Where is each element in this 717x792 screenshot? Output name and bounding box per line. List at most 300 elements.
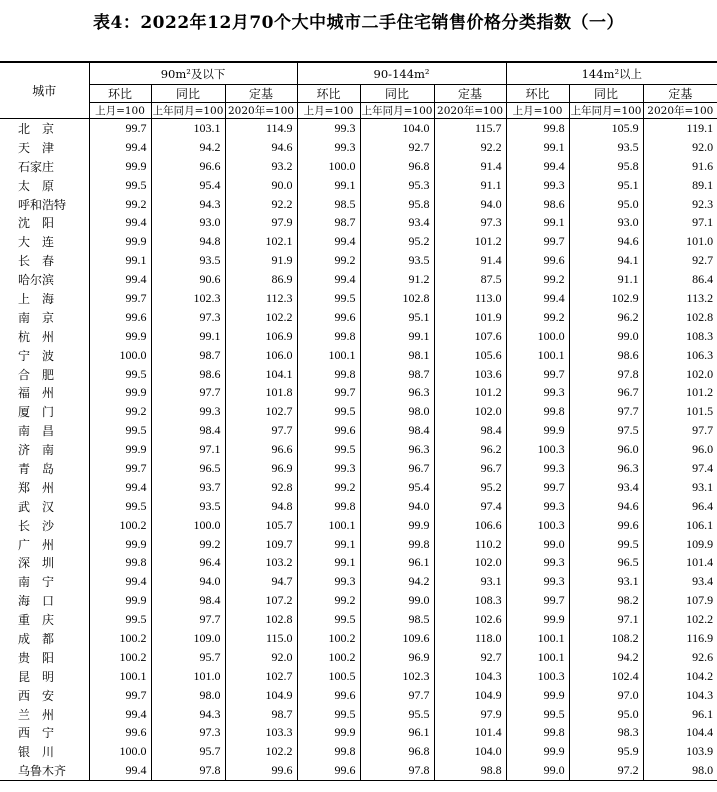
index-value: 92.6: [643, 648, 717, 667]
index-value: 101.9: [434, 308, 506, 327]
index-value: 99.5: [297, 705, 360, 724]
price-index-table: [0, 62, 717, 781]
index-value: 119.1: [643, 119, 717, 138]
index-value: 92.7: [434, 648, 506, 667]
city-name: 广 州: [18, 537, 55, 552]
index-value: 96.0: [569, 440, 643, 459]
index-value: 99.6: [297, 686, 360, 705]
table-row: [0, 553, 717, 572]
table-row: [0, 327, 717, 346]
index-value: 101.2: [434, 232, 506, 251]
base-header: 上年同月=100: [151, 103, 225, 119]
index-value: 95.3: [360, 176, 434, 195]
index-value: 99.5: [89, 365, 151, 384]
index-value: 97.4: [643, 459, 717, 478]
index-value: 104.4: [643, 724, 717, 743]
index-value: 99.5: [569, 535, 643, 554]
index-value: 86.4: [643, 270, 717, 289]
index-value: 98.5: [360, 610, 434, 629]
index-value: 97.1: [569, 610, 643, 629]
index-value: 98.6: [151, 365, 225, 384]
index-value: 99.2: [506, 270, 569, 289]
index-value: 99.8: [297, 365, 360, 384]
index-value: 93.1: [434, 572, 506, 591]
index-value: 99.4: [89, 213, 151, 232]
index-value: 100.0: [297, 157, 360, 176]
city-name: 西 安: [18, 688, 55, 703]
index-value: 99.9: [89, 327, 151, 346]
index-value: 99.1: [89, 251, 151, 270]
table-row: [0, 383, 717, 402]
index-value: 99.3: [506, 176, 569, 195]
index-value: 97.7: [360, 686, 434, 705]
base-header: 2020年=100: [434, 103, 506, 119]
index-value: 108.3: [434, 591, 506, 610]
index-value: 98.6: [569, 346, 643, 365]
index-value: 97.5: [569, 421, 643, 440]
index-value: 96.3: [360, 383, 434, 402]
index-value: 99.9: [506, 421, 569, 440]
metric-header: 环比: [297, 85, 360, 103]
index-value: 93.4: [360, 213, 434, 232]
index-value: 97.2: [569, 761, 643, 780]
index-value: 99.7: [506, 232, 569, 251]
index-value: 99.2: [297, 591, 360, 610]
index-value: 92.2: [225, 195, 297, 214]
index-value: 99.7: [506, 365, 569, 384]
index-value: 108.2: [569, 629, 643, 648]
index-value: 97.3: [151, 724, 225, 743]
index-value: 98.0: [360, 402, 434, 421]
index-value: 99.4: [89, 705, 151, 724]
index-value: 99.6: [89, 724, 151, 743]
index-value: 94.0: [151, 572, 225, 591]
index-value: 99.9: [89, 591, 151, 610]
index-value: 101.0: [151, 667, 225, 686]
index-value: 97.8: [360, 761, 434, 780]
base-header: 上月=100: [297, 103, 360, 119]
index-value: 99.1: [506, 213, 569, 232]
index-value: 91.6: [643, 157, 717, 176]
index-value: 109.0: [151, 629, 225, 648]
table-row: [0, 610, 717, 629]
index-value: 94.3: [151, 705, 225, 724]
index-value: 99.4: [89, 761, 151, 780]
table-row: [0, 572, 717, 591]
index-value: 96.0: [643, 440, 717, 459]
city-name: 南 昌: [18, 424, 55, 439]
index-value: 99.9: [89, 157, 151, 176]
index-value: 96.7: [434, 459, 506, 478]
index-value: 101.2: [434, 383, 506, 402]
index-value: 99.8: [297, 497, 360, 516]
table-row: [0, 667, 717, 686]
city-name: 贵 阳: [18, 650, 55, 665]
table-row: [0, 686, 717, 705]
index-value: 99.4: [297, 270, 360, 289]
index-value: 92.7: [360, 138, 434, 157]
index-value: 96.8: [360, 157, 434, 176]
index-value: 99.3: [151, 402, 225, 421]
index-value: 95.1: [360, 308, 434, 327]
page-title: 表4：2022年12月70个大中城市二手住宅销售价格分类指数（一）: [93, 13, 624, 33]
index-value: 102.8: [643, 308, 717, 327]
city-name: 郑 州: [18, 480, 55, 495]
city-name: 青 岛: [18, 461, 55, 476]
table-row: [0, 535, 717, 554]
metric-header: 定基: [643, 85, 717, 103]
table-row: [0, 251, 717, 270]
index-value: 118.0: [434, 629, 506, 648]
index-value: 97.7: [569, 402, 643, 421]
index-value: 99.7: [89, 459, 151, 478]
metric-header: 定基: [225, 85, 297, 103]
index-value: 99.8: [506, 724, 569, 743]
index-value: 99.1: [360, 327, 434, 346]
index-value: 99.6: [89, 308, 151, 327]
index-value: 99.8: [506, 402, 569, 421]
index-value: 110.2: [434, 535, 506, 554]
index-value: 97.9: [434, 705, 506, 724]
index-value: 99.7: [506, 591, 569, 610]
city-name: 呼和浩特: [18, 197, 67, 212]
index-value: 104.3: [434, 667, 506, 686]
index-value: 98.7: [151, 346, 225, 365]
index-value: 104.9: [225, 686, 297, 705]
table-row: [0, 232, 717, 251]
index-value: 96.2: [434, 440, 506, 459]
index-value: 102.0: [643, 365, 717, 384]
index-value: 92.3: [643, 195, 717, 214]
index-value: 94.8: [225, 497, 297, 516]
index-value: 96.1: [643, 705, 717, 724]
index-value: 97.7: [225, 421, 297, 440]
index-value: 115.0: [225, 629, 297, 648]
index-value: 98.7: [297, 213, 360, 232]
index-value: 100.2: [89, 516, 151, 535]
index-value: 99.2: [151, 535, 225, 554]
index-value: 104.3: [643, 686, 717, 705]
index-value: 102.2: [225, 308, 297, 327]
index-value: 98.6: [506, 195, 569, 214]
city-name: 福 州: [18, 386, 55, 401]
index-value: 102.2: [643, 610, 717, 629]
index-value: 99.1: [151, 327, 225, 346]
index-value: 101.8: [225, 383, 297, 402]
table-row: [0, 157, 717, 176]
index-value: 99.9: [360, 516, 434, 535]
city-name: 大 连: [18, 235, 55, 250]
table-row: [0, 289, 717, 308]
index-value: 96.7: [569, 383, 643, 402]
index-value: 99.1: [506, 138, 569, 157]
index-value: 112.3: [225, 289, 297, 308]
city-name: 重 庆: [18, 613, 55, 628]
index-value: 96.4: [151, 553, 225, 572]
index-value: 106.9: [225, 327, 297, 346]
index-value: 97.8: [151, 761, 225, 780]
index-value: 91.1: [569, 270, 643, 289]
index-value: 100.0: [89, 346, 151, 365]
table-row: [0, 478, 717, 497]
index-value: 99.3: [506, 572, 569, 591]
index-value: 99.5: [89, 497, 151, 516]
metric-header: 同比: [360, 85, 434, 103]
metric-header: 同比: [569, 85, 643, 103]
index-value: 100.2: [89, 629, 151, 648]
index-value: 99.6: [569, 516, 643, 535]
index-value: 105.9: [569, 119, 643, 138]
index-value: 95.7: [151, 648, 225, 667]
index-value: 102.7: [225, 667, 297, 686]
table-row: [0, 346, 717, 365]
table-row: [0, 629, 717, 648]
index-value: 101.0: [643, 232, 717, 251]
index-value: 98.1: [360, 346, 434, 365]
index-value: 99.4: [89, 138, 151, 157]
index-value: 98.5: [297, 195, 360, 214]
base-header: 上月=100: [506, 103, 569, 119]
index-value: 94.2: [151, 138, 225, 157]
index-value: 98.8: [434, 761, 506, 780]
index-value: 101.4: [434, 724, 506, 743]
index-value: 104.1: [225, 365, 297, 384]
index-value: 100.2: [89, 648, 151, 667]
index-value: 95.0: [569, 195, 643, 214]
index-value: 109.7: [225, 535, 297, 554]
index-value: 103.1: [151, 119, 225, 138]
table-row: [0, 724, 717, 743]
index-value: 96.6: [151, 157, 225, 176]
index-value: 97.0: [569, 686, 643, 705]
index-value: 99.6: [297, 761, 360, 780]
index-value: 99.9: [89, 383, 151, 402]
index-value: 97.3: [151, 308, 225, 327]
index-value: 99.4: [506, 289, 569, 308]
index-value: 91.2: [360, 270, 434, 289]
index-value: 99.9: [506, 742, 569, 761]
index-value: 95.2: [360, 232, 434, 251]
index-value: 114.9: [225, 119, 297, 138]
index-value: 104.0: [360, 119, 434, 138]
index-value: 96.4: [643, 497, 717, 516]
index-value: 95.5: [360, 705, 434, 724]
index-value: 102.8: [225, 610, 297, 629]
index-value: 102.3: [360, 667, 434, 686]
index-value: 99.3: [506, 497, 569, 516]
index-value: 96.3: [569, 459, 643, 478]
city-name: 宁 波: [18, 348, 55, 363]
index-value: 99.3: [297, 572, 360, 591]
city-name: 上 海: [18, 291, 55, 306]
index-value: 94.0: [434, 195, 506, 214]
index-value: 105.6: [434, 346, 506, 365]
index-value: 93.7: [151, 478, 225, 497]
index-value: 99.0: [569, 327, 643, 346]
index-value: 94.2: [569, 648, 643, 667]
index-value: 99.8: [360, 535, 434, 554]
index-value: 99.3: [297, 119, 360, 138]
index-value: 102.6: [434, 610, 506, 629]
index-value: 99.7: [89, 686, 151, 705]
index-value: 95.4: [151, 176, 225, 195]
index-value: 100.1: [506, 648, 569, 667]
index-value: 99.2: [89, 195, 151, 214]
index-value: 99.6: [506, 251, 569, 270]
index-value: 95.2: [434, 478, 506, 497]
index-value: 94.2: [360, 572, 434, 591]
index-value: 102.0: [434, 402, 506, 421]
index-value: 93.5: [151, 497, 225, 516]
index-value: 99.3: [297, 459, 360, 478]
index-value: 99.0: [506, 761, 569, 780]
city-name: 厦 门: [18, 405, 55, 420]
index-value: 99.2: [506, 308, 569, 327]
index-value: 97.7: [151, 610, 225, 629]
index-value: 106.6: [434, 516, 506, 535]
index-value: 86.9: [225, 270, 297, 289]
index-value: 92.7: [643, 251, 717, 270]
city-name: 南 宁: [18, 575, 55, 590]
table-row: [0, 440, 717, 459]
base-header: 2020年=100: [643, 103, 717, 119]
index-value: 99.2: [297, 478, 360, 497]
index-value: 101.5: [643, 402, 717, 421]
index-value: 99.0: [360, 591, 434, 610]
index-value: 98.7: [360, 365, 434, 384]
city-name: 北 京: [18, 121, 55, 136]
index-value: 99.3: [297, 138, 360, 157]
index-value: 97.3: [434, 213, 506, 232]
index-value: 94.8: [151, 232, 225, 251]
index-value: 113.2: [643, 289, 717, 308]
index-value: 97.7: [151, 383, 225, 402]
index-value: 92.8: [225, 478, 297, 497]
metric-header: 定基: [434, 85, 506, 103]
index-value: 97.1: [643, 213, 717, 232]
index-value: 102.4: [569, 667, 643, 686]
index-value: 100.0: [151, 516, 225, 535]
index-value: 99.3: [506, 383, 569, 402]
index-value: 98.0: [151, 686, 225, 705]
index-value: 87.5: [434, 270, 506, 289]
index-value: 96.1: [360, 724, 434, 743]
group-header-small: 90m²及以下: [89, 63, 297, 85]
index-value: 100.1: [297, 346, 360, 365]
index-value: 94.6: [569, 497, 643, 516]
index-value: 107.2: [225, 591, 297, 610]
index-value: 99.5: [89, 176, 151, 195]
city-column-header: 城市: [0, 63, 89, 119]
index-value: 101.2: [643, 383, 717, 402]
table-body: [0, 119, 717, 781]
city-name: 长 沙: [18, 518, 55, 533]
city-name: 济 南: [18, 443, 55, 458]
index-value: 95.9: [569, 742, 643, 761]
city-name: 太 原: [18, 178, 55, 193]
city-name: 西 宁: [18, 726, 55, 741]
table-row: [0, 761, 717, 780]
index-value: 94.6: [225, 138, 297, 157]
index-value: 97.8: [569, 365, 643, 384]
index-value: 100.2: [297, 629, 360, 648]
index-value: 99.1: [297, 176, 360, 195]
index-value: 91.1: [434, 176, 506, 195]
index-value: 97.9: [225, 213, 297, 232]
base-header: 上年同月=100: [360, 103, 434, 119]
city-name: 兰 州: [18, 707, 55, 722]
metric-header: 环比: [506, 85, 569, 103]
base-header: 上年同月=100: [569, 103, 643, 119]
index-value: 103.2: [225, 553, 297, 572]
city-name: 沈 阳: [18, 216, 55, 231]
index-value: 106.3: [643, 346, 717, 365]
index-value: 99.0: [506, 535, 569, 554]
index-value: 100.1: [506, 629, 569, 648]
index-value: 107.9: [643, 591, 717, 610]
city-name: 长 春: [18, 254, 55, 269]
table-row: [0, 195, 717, 214]
index-value: 95.4: [360, 478, 434, 497]
index-value: 95.8: [360, 195, 434, 214]
index-value: 96.5: [569, 553, 643, 572]
index-value: 95.1: [569, 176, 643, 195]
table-row: [0, 119, 717, 138]
index-value: 99.8: [297, 327, 360, 346]
index-value: 90.6: [151, 270, 225, 289]
index-value: 94.1: [569, 251, 643, 270]
index-value: 99.2: [297, 251, 360, 270]
index-value: 99.4: [506, 157, 569, 176]
index-value: 100.1: [297, 516, 360, 535]
index-value: 98.4: [151, 591, 225, 610]
table-row: [0, 742, 717, 761]
index-value: 99.7: [297, 383, 360, 402]
table-row: [0, 270, 717, 289]
index-value: 99.7: [506, 478, 569, 497]
index-value: 106.0: [225, 346, 297, 365]
index-value: 99.6: [225, 761, 297, 780]
city-name: 武 汉: [18, 499, 55, 514]
index-value: 99.6: [297, 421, 360, 440]
index-value: 99.8: [89, 553, 151, 572]
index-value: 93.1: [569, 572, 643, 591]
index-value: 100.2: [297, 648, 360, 667]
city-name: 银 川: [18, 745, 55, 760]
index-value: 99.5: [297, 402, 360, 421]
index-value: 98.4: [360, 421, 434, 440]
index-value: 99.9: [89, 440, 151, 459]
table-row: [0, 138, 717, 157]
index-value: 108.3: [643, 327, 717, 346]
index-value: 99.5: [89, 421, 151, 440]
index-value: 92.2: [434, 138, 506, 157]
index-value: 93.5: [360, 251, 434, 270]
index-value: 91.4: [434, 157, 506, 176]
city-name: 乌鲁木齐: [0, 761, 89, 780]
index-value: 116.9: [643, 629, 717, 648]
index-value: 98.4: [151, 421, 225, 440]
index-value: 99.1: [297, 535, 360, 554]
index-value: 97.1: [151, 440, 225, 459]
index-value: 100.0: [506, 327, 569, 346]
index-value: 98.0: [643, 761, 717, 780]
table-row: [0, 705, 717, 724]
index-value: 99.1: [297, 553, 360, 572]
index-value: 98.3: [569, 724, 643, 743]
index-value: 96.8: [360, 742, 434, 761]
index-value: 89.1: [643, 176, 717, 195]
